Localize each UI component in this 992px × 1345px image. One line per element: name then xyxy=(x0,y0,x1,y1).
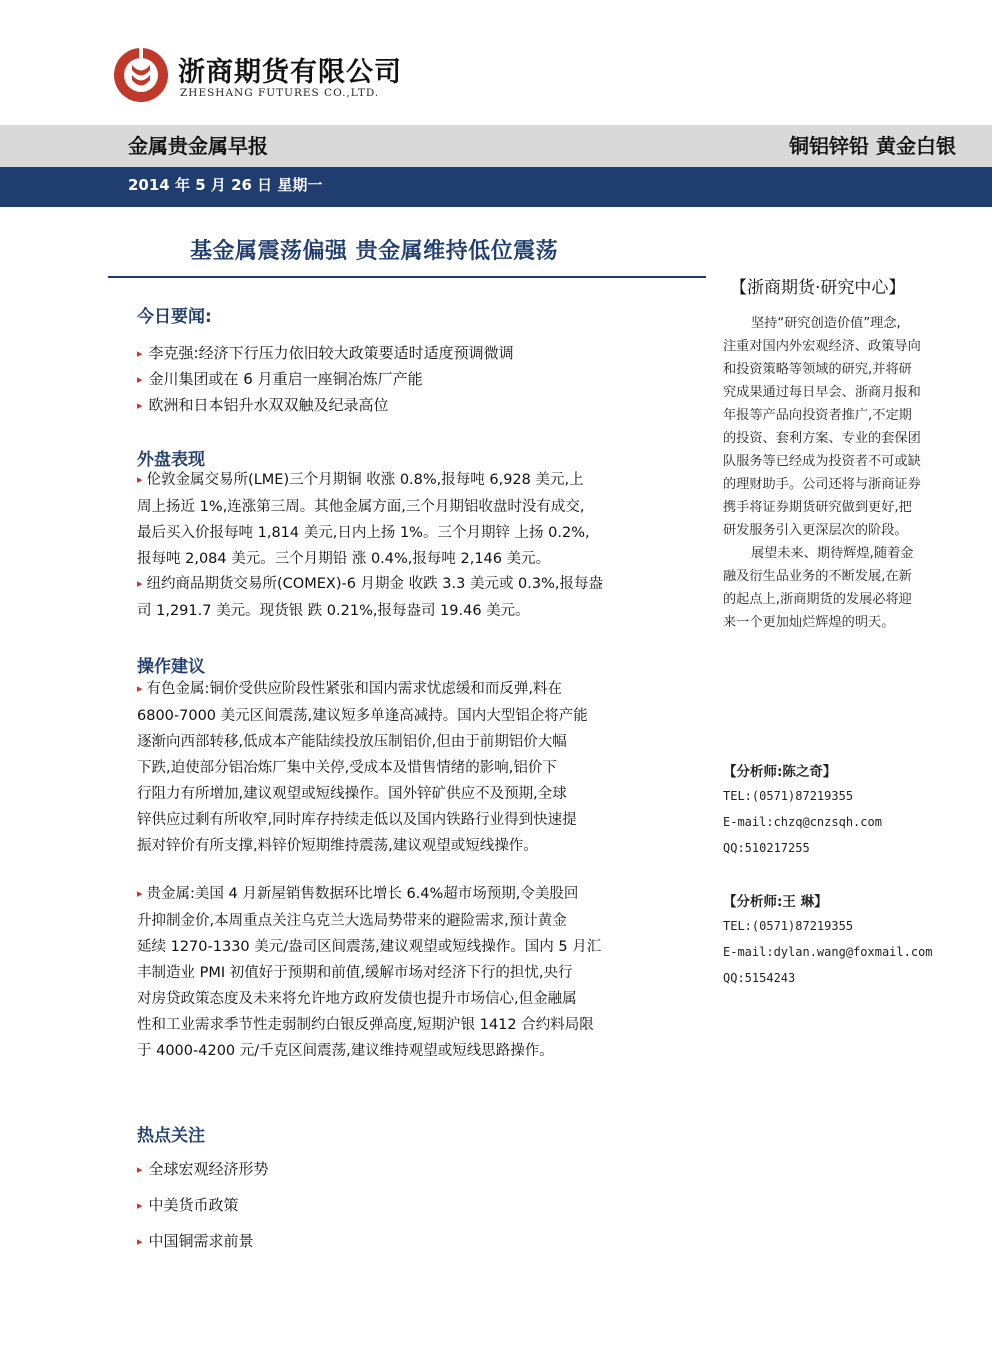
analyst-card xyxy=(723,890,933,997)
paragraph-line xyxy=(137,571,687,598)
hot-topic-item xyxy=(137,1230,254,1251)
news-section-title: 今日要闻: xyxy=(137,307,212,327)
advice-paragraph-base-metals xyxy=(137,676,687,859)
paragraph-line: 行阻力有所增加,建议观望或短线操作。国外锌矿供应不及预期,全球 xyxy=(137,786,567,802)
sector-label: 铜铝锌铅 黄金白银 xyxy=(789,134,956,158)
analyst-email[interactable]: E-mail:chzq@cnzsqh.com xyxy=(723,815,882,829)
analyst-email[interactable]: E-mail:dylan.wang@foxmail.com xyxy=(723,945,933,959)
company-name: 浙商期货有限公司 xyxy=(178,57,402,88)
overseas-section-title: 外盘表现 xyxy=(137,450,205,470)
hot-topic-text: 中国铜需求前景 xyxy=(148,1232,254,1250)
paragraph-line: 周上扬近 1%,连涨第三周。其他金属方面,三个月期铝收盘时没有成交, xyxy=(137,499,585,515)
paragraph-line: 对房贷政策态度及未来将允许地方政府发债也提升市场信心,但金融属 xyxy=(137,991,577,1007)
news-item xyxy=(137,394,389,415)
bullet-arrow-icon: ▸ xyxy=(137,347,143,360)
overseas-paragraph-lme xyxy=(137,467,687,572)
hot-topics-section-title: 热点关注 xyxy=(137,1126,205,1146)
advice-section-title: 操作建议 xyxy=(137,657,205,677)
analyst-name: 【分析师:陈之奇】 xyxy=(723,764,837,780)
report-type: 金属贵金属早报 xyxy=(128,134,268,158)
advice-paragraph-precious-metals xyxy=(137,881,687,1064)
bullet-arrow-icon: ▸ xyxy=(137,1235,143,1248)
intro-line: 携手将证券期货研究做到更好,把 xyxy=(723,500,912,515)
news-item-text: 金川集团或在 6 月重启一座铜冶炼厂产能 xyxy=(148,370,423,388)
analyst-card xyxy=(723,760,882,867)
paragraph-text: 有色金属:铜价受供应阶段性紧张和国内需求忧虑缓和而反弹,料在 xyxy=(146,681,563,697)
paragraph-line: 振对锌价有所支撑,料锌价短期维持震荡,建议观望或短线操作。 xyxy=(137,838,538,854)
hot-topic-item xyxy=(137,1194,239,1215)
paragraph-text: 贵金属:美国 4 月新屋销售数据环比增长 6.4%超市场预期,令美股回 xyxy=(146,886,579,902)
report-date: 2014 年 5 月 26 日 星期一 xyxy=(128,176,323,194)
paragraph-line: 升抑制金价,本周重点关注乌克兰大选局势带来的避险需求,预计黄金 xyxy=(137,913,567,929)
paragraph-line: 报每吨 2,084 美元。三个月期铅 涨 0.4%,报每吨 2,146 美元。 xyxy=(137,551,551,567)
analyst-phone: TEL:(0571)87219355 xyxy=(723,789,854,803)
intro-line: 的起点上,浙商期货的发展必将迎 xyxy=(723,592,912,607)
intro-line: 融及衍生品业务的不断发展,在新 xyxy=(723,569,912,584)
news-item-text: 欧洲和日本铝升水双双触及纪录高位 xyxy=(148,396,389,414)
hot-topic-text: 全球宏观经济形势 xyxy=(148,1160,269,1178)
paragraph-line xyxy=(137,467,687,494)
hot-topic-item xyxy=(137,1158,269,1179)
paragraph-line: 锌供应过剩有所收窄,同时库存持续走低以及国内铁路行业得到快速提 xyxy=(137,812,577,828)
intro-line: 的理财助手。公司还将与浙商证券 xyxy=(723,477,921,492)
paragraph-line: 逐渐向西部转移,低成本产能陆续投放压制铝价,但由于前期铝价大幅 xyxy=(137,734,567,750)
sidebar-intro xyxy=(723,312,958,634)
paragraph-line: 丰制造业 PMI 初值好于预期和前值,缓解市场对经济下行的担忧,央行 xyxy=(137,965,573,981)
bullet-arrow-icon: ▸ xyxy=(137,1163,143,1176)
bullet-arrow-icon: ▸ xyxy=(137,887,143,900)
paragraph-text: 纽约商品期货交易所(COMEX)-6 月期金 收跌 3.3 美元或 0.3%,报每盎 xyxy=(146,576,603,592)
intro-line: 注重对国内外宏观经济、政策导向 xyxy=(723,339,921,354)
intro-line: 展望未来、期待辉煌,随着金 xyxy=(751,546,914,561)
bullet-arrow-icon: ▸ xyxy=(137,373,143,386)
intro-line: 来一个更加灿烂辉煌的明天。 xyxy=(723,615,895,630)
company-logo-icon xyxy=(112,46,170,104)
paragraph-line: 司 1,291.7 美元。现货银 跌 0.21%,报每盎司 19.46 美元。 xyxy=(137,603,530,619)
overseas-paragraph-comex xyxy=(137,571,687,624)
bullet-arrow-icon: ▸ xyxy=(137,577,143,590)
bullet-arrow-icon: ▸ xyxy=(137,1199,143,1212)
paragraph-line: 下跌,迫使部分铝冶炼厂集中关停,受成本及惜售情绪的影响,铝价下 xyxy=(137,760,557,776)
analyst-phone: TEL:(0571)87219355 xyxy=(723,919,854,933)
analyst-qq: QQ:510217255 xyxy=(723,841,810,855)
news-item-text: 李克强:经济下行压力依旧较大政策要适时适度预调微调 xyxy=(148,344,514,362)
analyst-name: 【分析师:王 琳】 xyxy=(723,894,828,910)
bullet-arrow-icon: ▸ xyxy=(137,473,143,486)
paragraph-line: 6800-7000 美元区间震荡,建议短多单逢高减持。国内大型铝企将产能 xyxy=(137,708,588,724)
intro-line: 坚持“研究创造价值”理念, xyxy=(751,316,901,331)
bullet-arrow-icon: ▸ xyxy=(137,399,143,412)
news-item xyxy=(137,368,423,389)
intro-line: 队服务等已经成为投资者不可或缺 xyxy=(723,454,921,469)
paragraph-line: 最后买入价报每吨 1,814 美元,日内上扬 1%。三个月期锌 上扬 0.2%, xyxy=(137,525,590,541)
intro-line: 研发服务引入更深层次的阶段。 xyxy=(723,523,908,538)
paragraph-line: 性和工业需求季节性走弱制约白银反弹高度,短期沪银 1412 合约料局限 xyxy=(137,1017,594,1033)
headline-divider xyxy=(108,276,706,278)
intro-line: 和投资策略等领域的研究,并将研 xyxy=(723,362,912,377)
news-item xyxy=(137,342,514,363)
paragraph-line xyxy=(137,881,687,908)
paragraph-line: 延续 1270-1330 美元/盎司区间震荡,建议观望或短线操作。国内 5 月汇 xyxy=(137,939,602,955)
headline: 基金属震荡偏强 贵金属维持低位震荡 xyxy=(190,239,559,264)
analyst-qq: QQ:5154243 xyxy=(723,971,796,985)
sidebar-title: 【浙商期货·研究中心】 xyxy=(730,278,906,298)
intro-line: 的投资、套利方案、专业的套保团 xyxy=(723,431,921,446)
hot-topic-text: 中美货币政策 xyxy=(148,1196,239,1214)
intro-line: 究成果通过每日早会、浙商月报和 xyxy=(723,385,921,400)
paragraph-line: 于 4000-4200 元/千克区间震荡,建议维持观望或短线思路操作。 xyxy=(137,1043,554,1059)
intro-line: 年报等产品向投资者推广,不定期 xyxy=(723,408,912,423)
paragraph-line xyxy=(137,676,687,703)
bullet-arrow-icon: ▸ xyxy=(137,682,143,695)
paragraph-text: 伦敦金属交易所(LME)三个月期铜 收涨 0.8%,报每吨 6,928 美元,上 xyxy=(146,472,584,488)
company-english-name: ZHESHANG FUTURES CO.,LTD. xyxy=(180,87,380,99)
